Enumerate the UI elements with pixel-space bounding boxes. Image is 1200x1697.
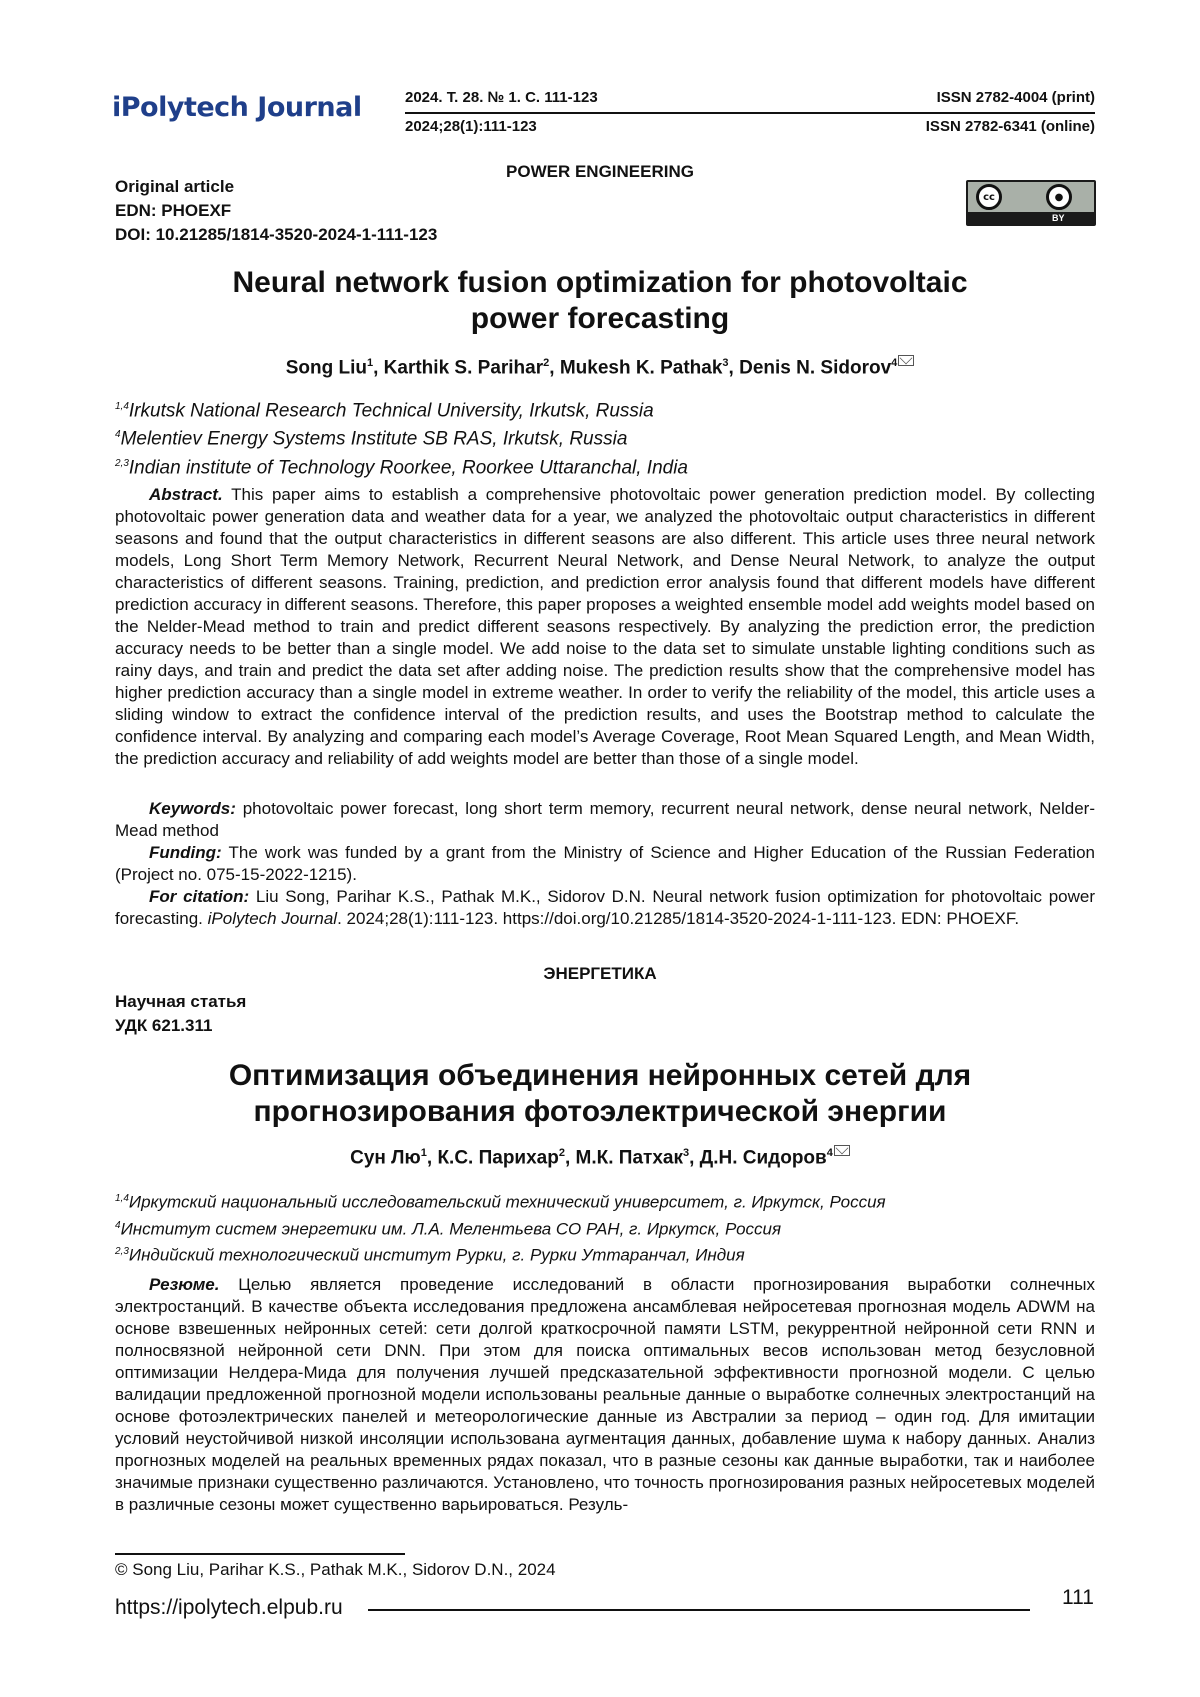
abstract-label: Abstract.	[149, 485, 223, 504]
affiliation-text: Иркутский национальный исследовательский технический университет, г. Иркутск, Россия	[128, 1192, 886, 1212]
journal-url[interactable]: https://ipolytech.elpub.ru	[115, 1596, 343, 1619]
author-sup: 3	[682, 1147, 690, 1159]
affiliation-sup: 1,4	[115, 401, 129, 412]
author-name: Д.Н. Сидоров	[699, 1147, 827, 1169]
affiliations-ru	[115, 1187, 886, 1267]
affiliation	[115, 452, 688, 480]
citation-label: For citation:	[149, 887, 250, 906]
funding-text: The work was funded by a grant from the Ministry of Science and Higher Education of the Russian Federation (Project no. 075-15-2022-1215).	[115, 843, 1095, 884]
author-sup: 2	[543, 357, 550, 369]
doi[interactable]: DOI: 10.21285/1814-3520-2024-1-111-123	[115, 225, 438, 244]
section-title-en: POWER ENGINEERING	[506, 162, 694, 181]
funding-en	[115, 842, 1095, 886]
keywords-label: Keywords:	[149, 799, 236, 818]
issn-print: ISSN 2782-4004 (print)	[936, 89, 1095, 106]
article-type-ru: Научная статья	[115, 992, 247, 1011]
author-name: М.К. Патхак	[575, 1147, 683, 1169]
affiliation	[115, 1240, 886, 1267]
affiliation-text: Melentiev Energy Systems Institute SB RAS, Irkutsk, Russia	[120, 428, 628, 450]
by-icon: BY	[1052, 213, 1065, 223]
footnote-divider	[115, 1553, 405, 1555]
author-sup: 3	[722, 357, 729, 369]
issue-en: 2024;28(1):111-123	[405, 118, 537, 135]
affiliation-text: Irkutsk National Research Technical University, Irkutsk, Russia	[128, 400, 654, 422]
page-number: 111	[1062, 1586, 1094, 1609]
keywords-en	[115, 798, 1095, 842]
author-sup: 1	[420, 1147, 427, 1159]
affiliation	[115, 395, 688, 423]
keywords-text: photovoltaic power forecast, long short term memory, recurrent neural network, dense neural network, Nelder-Mead method	[115, 799, 1095, 840]
affiliation-text: Институт систем энергетики им. Л.А. Мелентьева СО РАН, г. Иркутск, Россия	[120, 1219, 782, 1239]
citation-tail: . 2024;28(1):111-123. https://doi.org/10.21285/1814-3520-2024-1-111-123. EDN: PHOEXF.	[337, 909, 1020, 928]
abstract-ru	[115, 1274, 1095, 1516]
citation-text: Liu Song, Parihar K.S., Pathak M.K., Sidorov D.N. Neural network fusion optimization for photovoltaic power forecasting.	[115, 887, 1095, 928]
affiliation	[115, 1214, 886, 1241]
abstract-text: This paper aims to establish a comprehensive photovoltaic power generation prediction model. By collecting photovoltaic power generation data and weather data for a year, we analyzed the photovoltaic output characteristics in different seasons and found that the output characteristics in different seasons are also different. This article uses three neural network models, Long Short Term Memory Network, Recurrent Neural Network, and Dense Neural Network, to analyze the output characteristics of different seasons. Training, prediction, and prediction error analysis found that different models have different prediction accuracy in different seasons. Therefore, this paper proposes a weighted ensemble model add weights model based on the Nelder-Mead method to train and predict different seasons respectively. By analyzing the prediction error, the prediction accuracy needs to be better than a single model. We add noise to the data set to simulate unstable lighting conditions such as rainy days, and train and predict the data set after adding noise. The prediction results show that the comprehensive model has higher prediction accuracy than a single model in extreme weather. In order to verify the reliability of the model, this article uses a sliding window to extract the confidence interval of the prediction results, and uses the Bootstrap method to calculate the confidence interval. By analyzing and comparing each model’s Average Coverage, Root Mean Squared Length, and Mean Width, the prediction accuracy and reliability of add weights model are better than those of a single model.	[115, 485, 1096, 768]
author-name: Denis N. Sidorov	[739, 357, 892, 379]
copyright: © Song Liu, Parihar K.S., Pathak M.K., Sidorov D.N., 2024	[115, 1560, 556, 1579]
affiliation	[115, 423, 688, 451]
article-meta-en	[115, 175, 437, 247]
title-line-2-ru: прогнозирования фотоэлектрической энергии	[253, 1095, 947, 1128]
citation-journal: iPolytech Journal	[207, 909, 338, 928]
title-line-1: Neural network fusion optimization for photovoltaic	[232, 266, 968, 299]
cc-by-license-badge[interactable]	[966, 180, 1096, 226]
authors-en: Song Liu$^1$, Karthik S. Parihar$^2$, Mukesh K. Pathak$^3$, Denis N. Sidorov$^4$	[0, 355, 1200, 379]
citation-en	[115, 886, 1095, 930]
author-sup: 1	[366, 357, 374, 369]
affiliations-en	[115, 395, 688, 480]
author-name: К.С. Парихар	[437, 1147, 559, 1169]
affiliation-sup: 4	[115, 429, 121, 441]
mail-icon[interactable]	[834, 1145, 850, 1156]
abstract-en	[115, 484, 1095, 770]
affiliation-sup: 2,3	[115, 457, 129, 469]
abstract-text-ru: Целью является проведение исследований в области прогнозирования выработки солнечных электростанций. В качестве объекта исследования предложена ансамблевая нейросетевая прогнозная модель ADWM на основе взвешенных нейронных сетей: сети долгой краткосрочной памяти LSTM, рекуррентной нейронной сети RNN и полносвязной нейронной сети DNN. При этом для поиска оптимальных весов использован метод безусловной оптимизации Нелдера-Мида для получения лучшей предсказательной эффективности прогнозной модели. С целью валидации предложенной прогнозной модели использованы реальные данные о выработке солнечных электростанций на основе фотоэлектрических панелей и метеорологические данные из Австралии за период – один год. Для имитации условий неустойчивой низкой инсоляции использована аугментация данных, добавление шума к набору данных. Анализ прогнозных моделей на реальных временных рядах показал, что в разные сезоны как данные выработки, так и наиболее значимые признаки существенно различаются. Установлено, что точность прогнозирования разных нейросетевых моделей в различные сезоны может существенно варьироваться. Резуль-	[115, 1275, 1095, 1514]
affiliation-text: Indian institute of Technology Roorkee, Roorkee Uttaranchal, India	[128, 456, 688, 478]
cc-icon: cc	[976, 184, 1002, 210]
abstract-label-ru: Резюме.	[149, 1275, 220, 1294]
author-name: Karthik S. Parihar	[383, 357, 544, 379]
affiliation-sup: 4	[115, 1219, 121, 1231]
mail-icon[interactable]	[898, 355, 914, 366]
cc-badge-band	[968, 182, 1094, 212]
article-meta-ru	[115, 990, 246, 1038]
attribution-icon: ●	[1046, 184, 1072, 210]
section-title-ru: ЭНЕРГЕТИКА	[543, 964, 657, 983]
affiliation	[115, 1187, 886, 1214]
author-sup: 4	[826, 1147, 833, 1159]
author-name: Mukesh K. Pathak	[559, 357, 723, 379]
title-line-2: power forecasting	[470, 302, 730, 335]
udk: УДК 621.311	[115, 1016, 213, 1035]
article-title-ru	[150, 1058, 1050, 1130]
authors-ru: Сун $Лю^1$, К.С. Парихар$^2$, М.К. Патхак$^3$, Д.Н. Сидоров$^4$	[0, 1145, 1200, 1169]
affiliation-sup: 1,4	[115, 1193, 129, 1204]
funding-label: Funding:	[149, 843, 222, 862]
journal-logo: iPolytech Journal	[112, 92, 362, 123]
issn-online: ISSN 2782-6341 (online)	[925, 118, 1095, 135]
author-sup: 4	[891, 357, 898, 369]
author-sup: 2	[558, 1147, 565, 1159]
author-name: Song Liu	[285, 357, 367, 379]
header-divider	[405, 112, 1095, 114]
article-title-en	[150, 265, 1050, 337]
author-name: Сун Лю	[350, 1147, 421, 1169]
affiliation-sup: 2,3	[115, 1246, 129, 1258]
issue-ru: 2024. Т. 28. № 1. С. 111-123	[405, 89, 598, 106]
affiliation-text: Индийский технологический институт Рурки, г. Рурки Уттаранчал, Индия	[128, 1245, 745, 1265]
title-line-1-ru: Оптимизация объединения нейронных сетей для	[228, 1059, 972, 1092]
edn: EDN: PHOEXF	[115, 201, 232, 220]
article-type: Original article	[115, 177, 235, 196]
footer-rule	[368, 1609, 1030, 1611]
